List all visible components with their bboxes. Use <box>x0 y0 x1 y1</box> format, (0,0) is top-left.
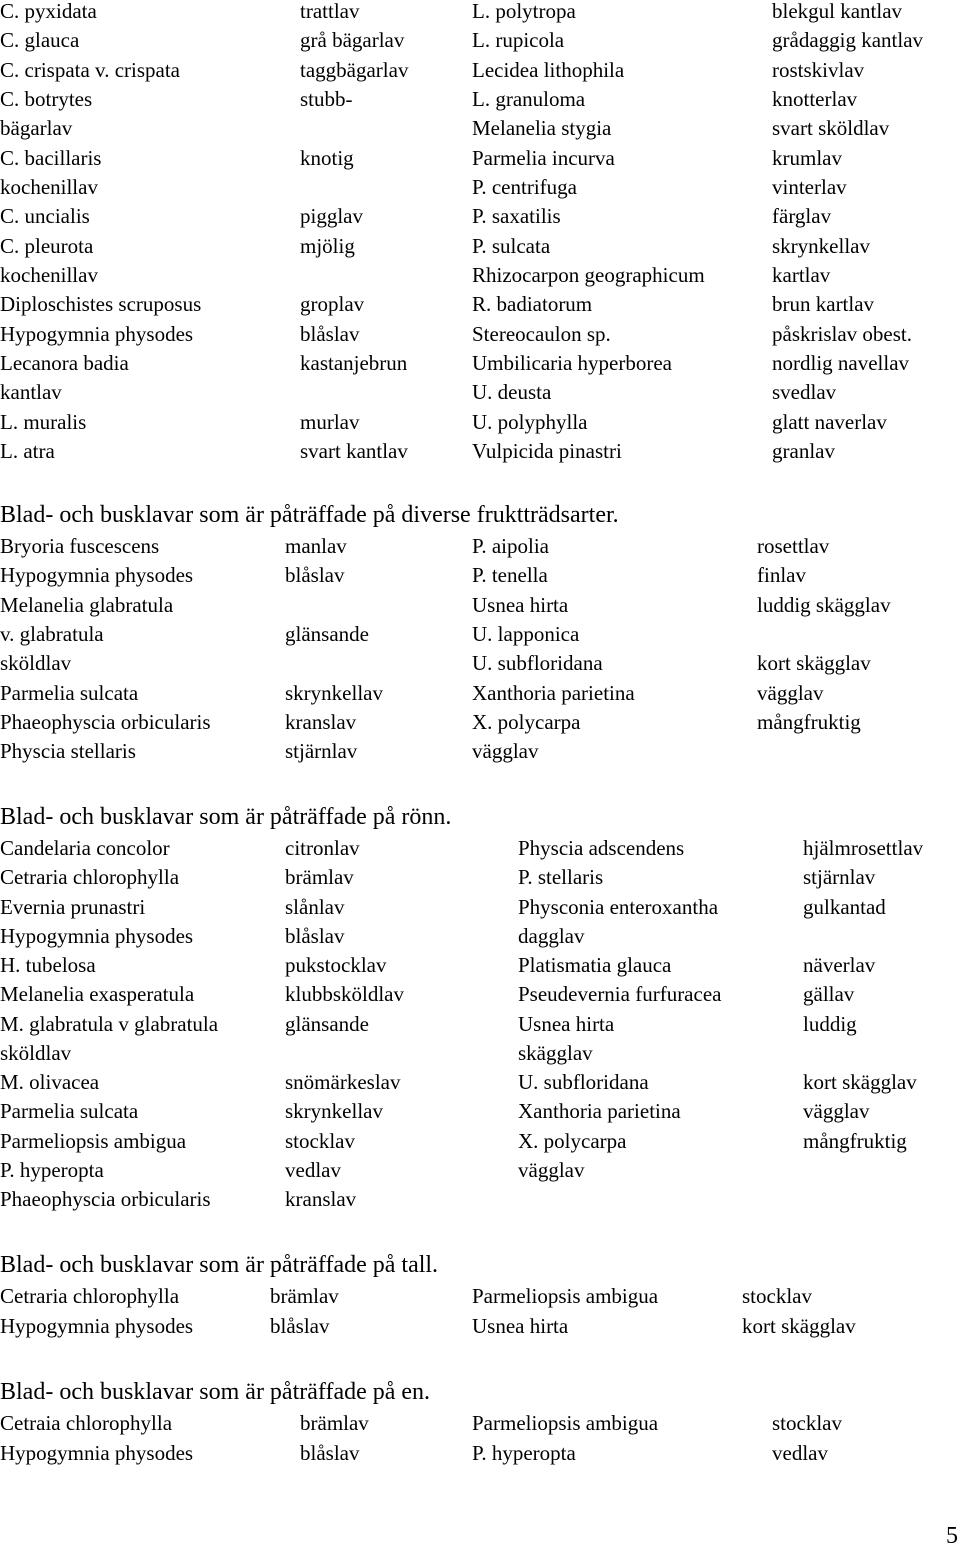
latin-name-cell: Hypogymnia physodes <box>0 923 194 948</box>
swedish-name-cell: glänsande <box>285 621 369 646</box>
swedish-name-cell: knotig <box>300 145 354 170</box>
table-row <box>0 1010 960 1039</box>
table-row <box>0 1185 960 1214</box>
swedish-name-cell: vägglav <box>757 680 824 705</box>
swedish-name-cell: blåslav <box>285 923 345 948</box>
latin-name-cell: vägglav <box>472 739 539 764</box>
latin-name-cell: Hypogymnia physodes <box>0 321 194 346</box>
latin-name-cell: Cetraia chlorophylla <box>0 1411 173 1435</box>
latin-name-cell: P. sulcata <box>472 233 551 258</box>
latin-name-cell: Hypogymnia physodes <box>0 1440 194 1465</box>
table-row <box>0 532 960 561</box>
table-row <box>0 85 960 114</box>
latin-name-cell: H. tubelosa <box>0 953 96 977</box>
latin-name-cell: Vulpicida pinastri <box>472 438 622 463</box>
latin-name-cell: P. centrifuga <box>472 175 577 199</box>
latin-name-cell: Physconia enteroxantha <box>518 894 719 919</box>
swedish-name-cell: brämlav <box>285 865 354 890</box>
swedish-name-cell: luddig skägglav <box>757 592 891 617</box>
latin-name-cell: Lecanora badia <box>0 351 129 375</box>
latin-name-cell: P. saxatilis <box>472 204 561 229</box>
latin-name-cell: Evernia prunastri <box>0 894 146 919</box>
latin-name-cell: Parmelia incurva <box>472 145 615 170</box>
table-row <box>0 679 960 708</box>
swedish-name-cell: rosettlav <box>757 534 830 558</box>
section-heading: Blad- och busklavar som är påträffade på rönn. <box>0 804 452 830</box>
swedish-name-cell: brämlav <box>270 1284 339 1308</box>
table-row <box>0 708 960 737</box>
latin-name-cell: Hypogymnia physodes <box>0 1313 194 1338</box>
latin-name-cell: R. badiatorum <box>472 292 593 317</box>
latin-name-cell: Diploschistes scruposus <box>0 292 202 317</box>
swedish-name-cell: skrynkellav <box>285 680 383 705</box>
swedish-name-cell: gulkantad <box>803 894 886 919</box>
swedish-name-cell: skrynkellav <box>772 233 870 258</box>
latin-name-cell: L. rupicola <box>472 28 565 53</box>
latin-name-cell: Parmeliopsis ambigua <box>472 1284 659 1308</box>
swedish-name-cell: gällav <box>803 982 855 1007</box>
latin-name-cell: Cetraria chlorophylla <box>0 1284 180 1308</box>
latin-name-cell: Umbilicaria hyperborea <box>472 351 672 375</box>
swedish-name-cell: klubbsköldlav <box>285 982 404 1007</box>
swedish-name-cell: snömärkeslav <box>285 1070 401 1094</box>
swedish-name-cell: groplav <box>300 292 365 317</box>
latin-name-cell: Parmelia sulcata <box>0 1099 139 1124</box>
latin-name-cell: C. uncialis <box>0 204 90 229</box>
swedish-name-cell: påskrislav obest. <box>772 321 912 346</box>
table-row <box>0 649 960 678</box>
latin-name-cell: C. glauca <box>0 28 80 53</box>
swedish-name-cell: krumlav <box>772 145 842 170</box>
latin-name-cell: U. polyphylla <box>472 409 588 434</box>
swedish-name-cell: näverlav <box>803 953 876 977</box>
latin-name-cell: P. aipolia <box>472 534 549 558</box>
latin-name-cell: Platismatia glauca <box>518 953 672 977</box>
table-row <box>0 737 960 766</box>
table-row <box>0 1282 960 1311</box>
swedish-name-cell: citronlav <box>285 836 360 860</box>
swedish-name-cell: svart sköldlav <box>772 116 890 141</box>
latin-name-cell: Pseudevernia furfuracea <box>518 982 722 1007</box>
swedish-name-cell: mjölig <box>300 233 355 258</box>
table-row <box>0 1156 960 1185</box>
swedish-name-cell: blåslav <box>285 563 345 588</box>
latin-name-cell: sköldlav <box>0 651 72 676</box>
swedish-name-cell: slånlav <box>285 894 345 919</box>
latin-name-cell: v. glabratula <box>0 621 104 646</box>
swedish-name-cell: blåslav <box>270 1313 330 1338</box>
swedish-name-cell: brämlav <box>300 1411 369 1435</box>
latin-name-cell: C. crispata v. crispata <box>0 57 180 82</box>
swedish-name-cell: stocklav <box>285 1128 355 1153</box>
page-number: 5 <box>946 1523 958 1549</box>
swedish-name-cell: pigglav <box>300 204 363 229</box>
latin-name-cell: Melanelia exasperatula <box>0 982 195 1007</box>
latin-name-cell: C. pleurota <box>0 233 94 258</box>
latin-name-cell: P. tenella <box>472 563 548 588</box>
swedish-name-cell: luddig <box>803 1011 857 1036</box>
latin-name-cell: Rhizocarpon geographicum <box>472 263 705 287</box>
latin-name-cell: Usnea hirta <box>472 1313 569 1338</box>
swedish-name-cell: blåslav <box>300 321 360 346</box>
latin-name-cell: kochenillav <box>0 175 98 199</box>
latin-name-cell: P. hyperopta <box>0 1157 104 1182</box>
table-row <box>0 1097 960 1126</box>
table-row <box>0 144 960 173</box>
swedish-name-cell: grå bägarlav <box>300 28 405 53</box>
latin-name-cell: Physcia stellaris <box>0 739 136 764</box>
latin-name-cell: X. polycarpa <box>518 1128 627 1153</box>
latin-name-cell: M. olivacea <box>0 1070 100 1094</box>
table-row <box>0 437 960 466</box>
swedish-name-cell: vinterlav <box>772 175 847 199</box>
swedish-name-cell: knotterlav <box>772 87 858 111</box>
section-heading: Blad- och busklavar som är påträffade på en. <box>0 1379 431 1405</box>
table-row <box>0 1409 960 1438</box>
latin-name-cell: U. lapponica <box>472 621 580 646</box>
swedish-name-cell: taggbägarlav <box>300 57 409 82</box>
section-heading: Blad- och busklavar som är påträffade på diverse fruktträdsarter. <box>0 502 619 528</box>
latin-name-cell: L. atra <box>0 438 55 463</box>
latin-name-cell: Candelaria concolor <box>0 836 170 860</box>
latin-name-cell: kochenillav <box>0 263 98 287</box>
swedish-name-cell: glatt naverlav <box>772 409 887 434</box>
latin-name-cell: Usnea hirta <box>472 592 569 617</box>
table-row <box>0 951 960 980</box>
swedish-name-cell: nordlig navellav <box>772 351 910 375</box>
swedish-name-cell: kranslav <box>285 709 357 734</box>
table-row <box>0 1068 960 1097</box>
latin-name-cell: P. stellaris <box>518 865 604 890</box>
swedish-name-cell: glänsande <box>285 1011 369 1036</box>
table-row <box>0 290 960 319</box>
latin-name-cell: Lecidea lithophila <box>472 57 625 82</box>
latin-name-cell: Stereocaulon sp. <box>472 321 611 346</box>
latin-name-cell: L. granuloma <box>472 87 586 111</box>
swedish-name-cell: färglav <box>772 204 832 229</box>
latin-name-cell: Melanelia glabratula <box>0 592 174 617</box>
latin-name-cell: Xanthoria parietina <box>472 680 635 705</box>
table-row <box>0 408 960 437</box>
latin-name-cell: Bryoria fuscescens <box>0 534 160 558</box>
table-row <box>0 378 960 407</box>
table-row <box>0 349 960 378</box>
table-row <box>0 114 960 143</box>
swedish-name-cell: svedlav <box>772 380 837 405</box>
latin-name-cell: skägglav <box>518 1040 593 1065</box>
swedish-name-cell: murlav <box>300 409 360 434</box>
latin-name-cell: Hypogymnia physodes <box>0 563 194 588</box>
latin-name-cell: Melanelia stygia <box>472 116 612 141</box>
swedish-name-cell: stocklav <box>742 1284 812 1308</box>
table-row <box>0 561 960 590</box>
swedish-name-cell: pukstocklav <box>285 953 387 977</box>
table-row <box>0 620 960 649</box>
latin-name-cell: L. polytropa <box>472 0 576 23</box>
latin-name-cell: X. polycarpa <box>472 709 581 734</box>
section-heading: Blad- och busklavar som är påträffade på tall. <box>0 1252 439 1278</box>
table-row <box>0 232 960 261</box>
swedish-name-cell: finlav <box>757 563 806 588</box>
table-row <box>0 980 960 1009</box>
table-row <box>0 56 960 85</box>
latin-name-cell: Parmeliopsis ambigua <box>472 1411 659 1435</box>
swedish-name-cell: svart kantlav <box>300 438 408 463</box>
latin-name-cell: Usnea hirta <box>518 1011 615 1036</box>
table-row <box>0 591 960 620</box>
swedish-name-cell: blåslav <box>300 1440 360 1465</box>
swedish-name-cell: stocklav <box>772 1411 842 1435</box>
latin-name-cell: kantlav <box>0 380 62 405</box>
latin-name-cell: U. subfloridana <box>472 651 603 676</box>
swedish-name-cell: mångfruktig <box>803 1128 907 1153</box>
latin-name-cell: C. bacillaris <box>0 145 102 170</box>
table-row <box>0 1127 960 1156</box>
latin-name-cell: U. subfloridana <box>518 1070 649 1094</box>
table-row <box>0 893 960 922</box>
latin-name-cell: vägglav <box>518 1157 585 1182</box>
latin-name-cell: Physcia adscendens <box>518 836 685 860</box>
swedish-name-cell: vägglav <box>803 1099 870 1124</box>
swedish-name-cell: stjärnlav <box>803 865 876 890</box>
table-row <box>0 1039 960 1068</box>
swedish-name-cell: blekgul kantlav <box>772 0 903 23</box>
table-row <box>0 26 960 55</box>
table-row <box>0 0 960 26</box>
swedish-name-cell: mångfruktig <box>757 709 861 734</box>
table-row <box>0 202 960 231</box>
latin-name-cell: sköldlav <box>0 1040 72 1065</box>
latin-name-cell: C. pyxidata <box>0 0 97 23</box>
swedish-name-cell: vedlav <box>772 1440 828 1465</box>
latin-name-cell: Xanthoria parietina <box>518 1099 681 1124</box>
latin-name-cell: bägarlav <box>0 116 73 141</box>
table-row <box>0 834 960 863</box>
swedish-name-cell: kartlav <box>772 263 831 287</box>
table-row <box>0 261 960 290</box>
latin-name-cell: L. muralis <box>0 409 87 434</box>
table-row <box>0 922 960 951</box>
swedish-name-cell: kort skägglav <box>757 651 871 676</box>
swedish-name-cell: hjälmrosettlav <box>803 836 924 860</box>
latin-name-cell: C. botrytes <box>0 87 93 111</box>
latin-name-cell: Phaeophyscia orbicularis <box>0 709 211 734</box>
latin-name-cell: Parmeliopsis ambigua <box>0 1128 187 1153</box>
swedish-name-cell: granlav <box>772 438 835 463</box>
latin-name-cell: Parmelia sulcata <box>0 680 139 705</box>
swedish-name-cell: manlav <box>285 534 347 558</box>
latin-name-cell: Phaeophyscia orbicularis <box>0 1187 211 1211</box>
swedish-name-cell: kastanjebrun <box>300 351 408 375</box>
swedish-name-cell: stjärnlav <box>285 739 358 764</box>
table-row <box>0 173 960 202</box>
swedish-name-cell: rostskivlav <box>772 57 865 82</box>
table-row <box>0 320 960 349</box>
latin-name-cell: Cetraria chlorophylla <box>0 865 180 890</box>
latin-name-cell: dagglav <box>518 923 585 948</box>
table-row <box>0 1312 960 1341</box>
swedish-name-cell: stubb- <box>300 87 353 111</box>
latin-name-cell: P. hyperopta <box>472 1440 576 1465</box>
latin-name-cell: M. glabratula v glabratula <box>0 1011 219 1036</box>
swedish-name-cell: kort skägglav <box>742 1313 856 1338</box>
swedish-name-cell: skrynkellav <box>285 1099 383 1124</box>
swedish-name-cell: trattlav <box>300 0 360 23</box>
swedish-name-cell: grådaggig kantlav <box>772 28 924 53</box>
table-row <box>0 1439 960 1468</box>
swedish-name-cell: kranslav <box>285 1187 357 1211</box>
table-row <box>0 863 960 892</box>
swedish-name-cell: brun kartlav <box>772 292 875 317</box>
swedish-name-cell: kort skägglav <box>803 1070 917 1094</box>
latin-name-cell: U. deusta <box>472 380 552 405</box>
swedish-name-cell: vedlav <box>285 1157 341 1182</box>
